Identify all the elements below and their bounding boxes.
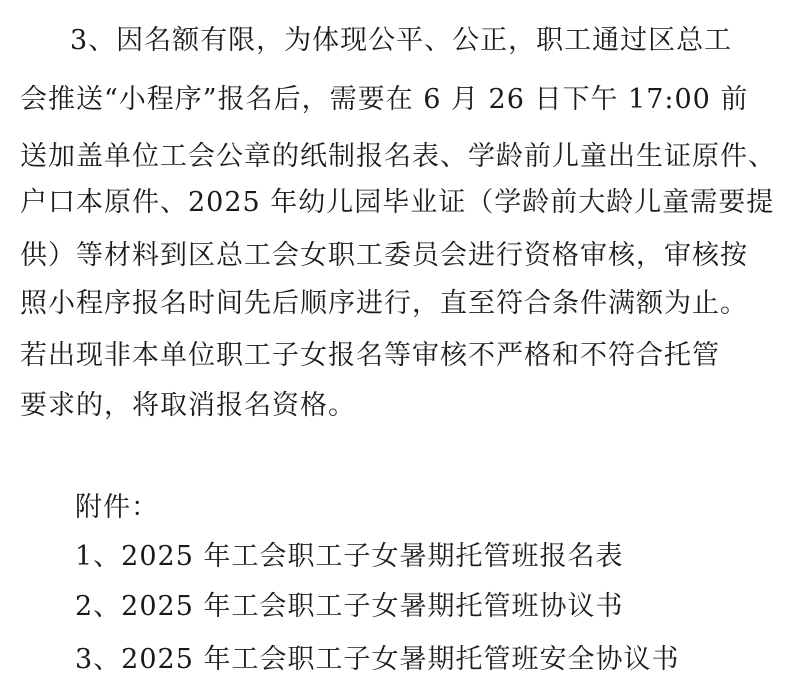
paragraph-line: 照小程序报名时间先后顺序进行，直至符合条件满额为止。	[20, 288, 748, 319]
paragraph-line: 送加盖单位工会公章的纸制报名表、学龄前儿童出生证原件、	[20, 141, 776, 172]
paragraph-line: 3、因名额有限，为体现公平、公正，职工通过区总工	[70, 25, 733, 56]
paragraph-line: 供）等材料到区总工会女职工委员会进行资格审核，审核按	[20, 240, 748, 271]
paragraph-line: 若出现非本单位职工子女报名等审核不严格和不符合托管	[20, 340, 720, 371]
attachment-item: 3、2025 年工会职工子女暑期托管班安全协议书	[75, 644, 680, 675]
attachments-heading: 附件：	[75, 492, 159, 523]
paragraph-line: 户口本原件、2025 年幼儿园毕业证（学龄前大龄儿童需要提	[20, 187, 775, 218]
paragraph-line: 要求的，将取消报名资格。	[20, 390, 356, 421]
attachment-item: 1、2025 年工会职工子女暑期托管班报名表	[75, 541, 624, 572]
paragraph-line: 会推送“小程序”报名后，需要在 6 月 26 日下午 17:00 前	[20, 84, 749, 115]
attachment-item: 2、2025 年工会职工子女暑期托管班协议书	[75, 591, 624, 622]
